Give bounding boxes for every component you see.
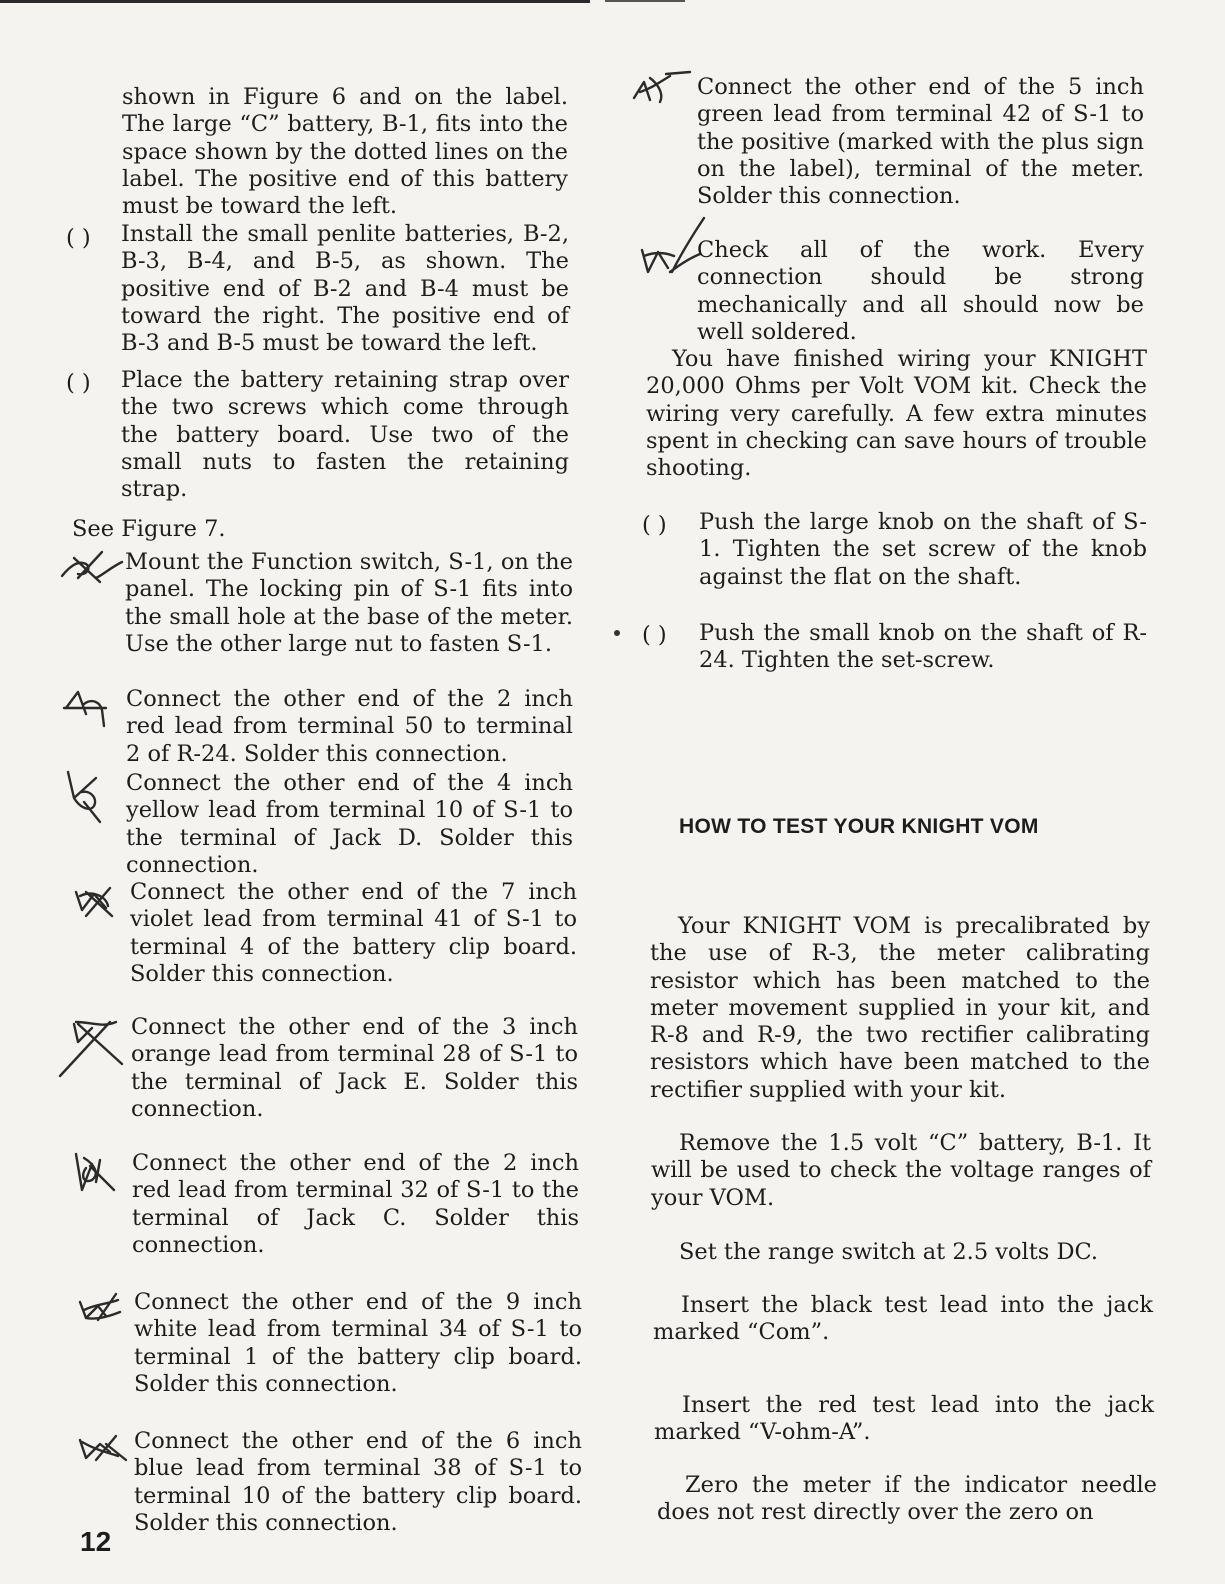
- step-violet-lead: Connect the other end of the 7 inch violet lead from terminal 41 of S-1 to terminal 4 of the battery clip board. Solder this connection.: [130, 879, 577, 987]
- section-heading: HOW TO TEST YOUR KNIGHT VOM: [679, 815, 1039, 838]
- handwritten-check-mark-icon: [70, 1150, 130, 1200]
- handwritten-check-mark-icon: [630, 68, 700, 112]
- step-install-batteries: Install the small penlite batteries, B-2, B-3, B-4, and B-5, as shown. The positive end of B-2 and B-4 must be toward the right. The positive end of B-3 and B-5 must be toward the left.: [121, 221, 569, 357]
- step-green-lead: Connect the other end of the 5 inch green lead from terminal 42 of S-1 to the positive (marked with the plus sign on the label), terminal of the meter. Solder this connection.: [697, 74, 1144, 210]
- remove-battery-paragraph: Remove the 1.5 volt “C” battery, B-1. It will be used to check the voltage ranges of your VOM.: [651, 1130, 1151, 1211]
- red-lead-paragraph: Insert the red test lead into the jack marked “V-ohm-A”.: [654, 1392, 1154, 1446]
- handwritten-check-mark-icon: [52, 1012, 142, 1084]
- ink-speck: [614, 630, 620, 636]
- step-small-knob: Push the small knob on the shaft of R-24. Tighten the set-screw.: [699, 620, 1147, 674]
- range-switch-paragraph: Set the range switch at 2.5 volts DC.: [679, 1239, 1099, 1265]
- precalibrated-paragraph: Your KNIGHT VOM is precalibrated by the use of R-3, the meter calibrating resistor which has been matched to the meter movement supplied in your kit, and R-8 and R-9, the two rectifier calibrating resistors which have been matched to the rectifier supplied with your kit.: [650, 913, 1150, 1103]
- checkbox-install-batteries[interactable]: ( ): [66, 225, 91, 251]
- step-blue-lead: Connect the other end of the 6 inch blue lead from terminal 38 of S-1 to terminal 10 of the battery clip board. Solder this connection.: [134, 1428, 582, 1536]
- step-red-lead-2in: Connect the other end of the 2 inch red lead from terminal 50 to terminal 2 of R-24. Solder this connection.: [126, 686, 573, 767]
- top-rule: [0, 0, 590, 3]
- step-orange-lead: Connect the other end of the 3 inch orange lead from terminal 28 of S-1 to the terminal of Jack E. Solder this connection.: [131, 1014, 578, 1122]
- checkbox-small-knob[interactable]: ( ): [642, 622, 667, 648]
- step-red-lead-32: Connect the other end of the 2 inch red lead from terminal 32 of S-1 to the terminal of Jack C. Solder this connection.: [132, 1150, 579, 1258]
- finished-wiring-paragraph: You have finished wiring your KNIGHT 20,000 Ohms per Volt VOM kit. Check the wiring very carefully. A few extra minutes spent in checking can save hours of trouble shooting.: [646, 346, 1147, 482]
- checkbox-retaining-strap[interactable]: ( ): [66, 370, 91, 396]
- checkbox-large-knob[interactable]: ( ): [642, 512, 667, 538]
- see-figure-7: See Figure 7.: [72, 516, 226, 542]
- handwritten-check-mark-icon: [62, 686, 112, 730]
- step-yellow-lead: Connect the other end of the 4 inch yellow lead from terminal 10 of S-1 to the terminal of Jack D. Solder this connection.: [126, 770, 573, 878]
- page-number: 12: [80, 1526, 112, 1557]
- top-rule-fragment: [605, 0, 685, 2]
- step-check-work: Check all of the work. Every connection should be strong mechanically and all should now be well soldered.: [697, 237, 1144, 345]
- step-mount-switch: Mount the Function switch, S-1, on the panel. The locking pin of S-1 fits into the small hole at the base of the meter. Use the other large nut to fasten S-1.: [125, 549, 573, 657]
- intro-text: shown in Figure 6 and on the label. The large “C” battery, B-1, fits into the space shown by the dotted lines on the label. The positive end of this battery must be toward the left.: [122, 84, 568, 220]
- black-lead-paragraph: Insert the black test lead into the jack marked “Com”.: [653, 1292, 1153, 1346]
- handwritten-check-mark-icon: [64, 768, 114, 828]
- zero-meter-paragraph: Zero the meter if the indicator needle does not rest directly over the zero on: [657, 1472, 1157, 1526]
- step-white-lead: Connect the other end of the 9 inch white lead from terminal 34 of S-1 to terminal 1 of the battery clip board. Solder this connection.: [134, 1289, 582, 1397]
- handwritten-check-mark-icon: [60, 548, 130, 588]
- step-retaining-strap: Place the battery retaining strap over the two screws which come through the battery board. Use two of the small nuts to fasten the retaining strap.: [121, 367, 569, 503]
- handwritten-check-mark-icon: [72, 882, 132, 926]
- step-large-knob: Push the large knob on the shaft of S-1. Tighten the set screw of the knob against the flat on the shaft.: [699, 509, 1147, 590]
